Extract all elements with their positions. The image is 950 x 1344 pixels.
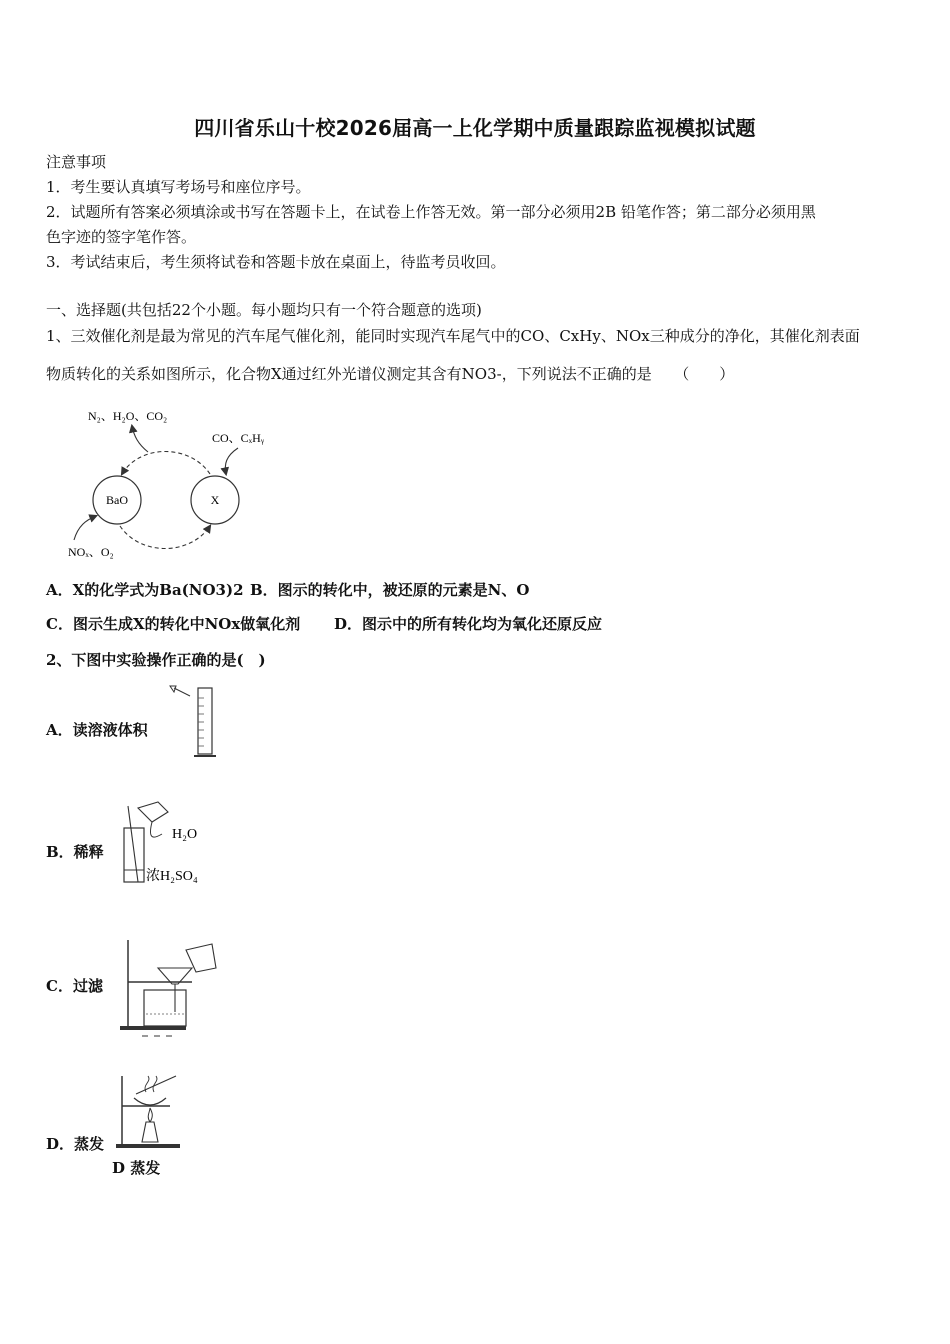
q1-option-d[interactable]: D．图示中的所有转化均为氧化还原反应 bbox=[334, 615, 603, 633]
stand-base bbox=[116, 1144, 180, 1148]
upper-dashed-arrow bbox=[122, 452, 210, 475]
flame bbox=[148, 1108, 152, 1122]
top-products-label: N₂、H₂O、CO₂ bbox=[88, 409, 168, 423]
q1-option-b[interactable]: B．图示的转化中，被还原的元素是N、O bbox=[250, 581, 530, 599]
graduated-cylinder-image bbox=[166, 684, 226, 762]
q2-stem: 2、下图中实验操作正确的是( ) bbox=[46, 651, 266, 669]
eye-icon bbox=[170, 686, 176, 692]
products-out-arrow bbox=[132, 426, 148, 452]
q1-option-a[interactable]: A．X的化学式为Ba(NO3)2 bbox=[46, 581, 244, 599]
evaporating-dish bbox=[134, 1098, 166, 1105]
notice-item-1: 1．考生要认真填写考场号和座位序号。 bbox=[46, 178, 311, 196]
q2-option-b[interactable]: B．稀释 bbox=[46, 843, 104, 861]
bao-label: BaO bbox=[106, 493, 128, 507]
q1-option-c[interactable]: C．图示生成X的转化中NOx做氧化剂 bbox=[46, 615, 301, 633]
reactants-in-arrow-left bbox=[74, 516, 96, 540]
glass-rod bbox=[128, 806, 138, 882]
cylinder-graduations bbox=[198, 698, 204, 746]
stirring-rod bbox=[136, 1076, 176, 1094]
notice-item-2: 2．试题所有答案必须填涂或书写在答题卡上，在试卷上作答无效。第一部分必须用2B 铅笔作答；第二部分必须用黑 bbox=[46, 203, 816, 221]
notice-heading: 注意事项 bbox=[46, 153, 107, 171]
alcohol-lamp bbox=[142, 1122, 158, 1142]
collecting-beaker bbox=[144, 990, 186, 1026]
dilution-image bbox=[116, 798, 212, 890]
x-label: X bbox=[210, 493, 220, 507]
left-reactants-label: NOₓ、O₂ bbox=[68, 545, 114, 559]
pouring-stream bbox=[150, 822, 162, 837]
q2-option-c[interactable]: C．过滤 bbox=[46, 977, 103, 995]
right-reactants-label: CO、CₓHᵧ bbox=[212, 431, 265, 445]
eye-sightline bbox=[174, 688, 190, 696]
q1-stem-line1: 1、三效催化剂是最为常见的汽车尾气催化剂，能同时实现汽车尾气中的CO、CxHy、NOx三种成分的净化，其催化剂表面 bbox=[46, 327, 860, 345]
h2o-label: H₂O bbox=[172, 827, 198, 842]
lower-dashed-arrow bbox=[120, 526, 210, 549]
reactants-in-arrow-right bbox=[225, 448, 238, 474]
notice-item-2-cont: 色字迹的签字笔作答。 bbox=[46, 228, 197, 246]
evaporation-image bbox=[106, 1072, 186, 1150]
q2-option-a[interactable]: A．读溶液体积 bbox=[46, 721, 148, 739]
section-heading: 一、选择题(共包括22个小题。每小题均只有一个符合题意的选项) bbox=[46, 301, 482, 319]
filtration-image bbox=[116, 938, 226, 1040]
pouring-vessel bbox=[138, 802, 168, 822]
acid-label: 浓H₂SO₄ bbox=[146, 869, 198, 884]
catalyst-cycle-diagram bbox=[60, 400, 300, 565]
page-title: 四川省乐山十校2026届高一上化学期中质量跟踪监视模拟试题 bbox=[194, 116, 756, 140]
q1-stem-line2: 物质转化的关系如图所示，化合物X通过红外光谱仪测定其含有NO3-，下列说法不正确的是 （ ） bbox=[46, 365, 735, 383]
notice-item-3: 3．考试结束后，考生须将试卷和答题卡放在桌面上，待监考员收回。 bbox=[46, 253, 506, 271]
q2-option-d[interactable]: D．蒸发 bbox=[46, 1135, 105, 1153]
q2-option-d-caption: D 蒸发 bbox=[112, 1159, 161, 1177]
